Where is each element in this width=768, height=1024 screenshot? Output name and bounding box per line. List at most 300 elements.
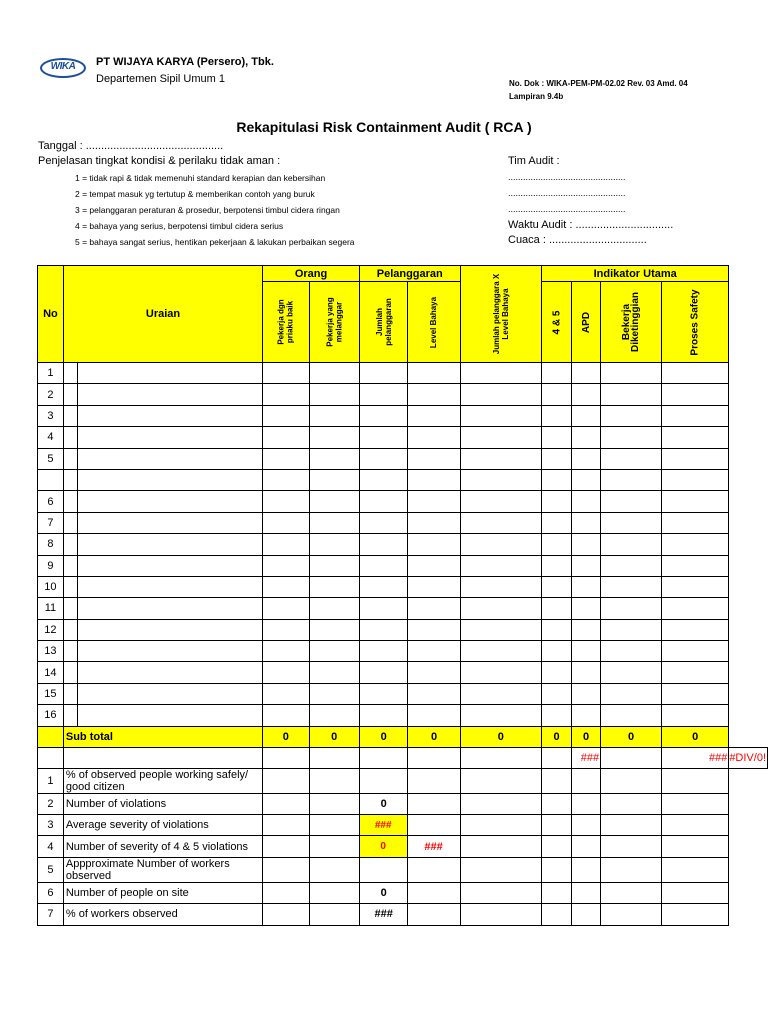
team-line-1[interactable]: ............................................... [508, 172, 626, 182]
row-number: 11 [38, 598, 64, 619]
row-value-cell[interactable] [408, 384, 460, 405]
table-row [38, 512, 768, 533]
row-check-cell[interactable] [63, 598, 77, 619]
row-value-cell[interactable] [572, 598, 601, 619]
header-jumlah-x-level-text: Jumlah pelanggara X Level Bahaya [491, 273, 510, 355]
subtotal-row [38, 726, 768, 747]
error-row-cell [63, 747, 262, 768]
row-value-cell[interactable] [542, 405, 572, 426]
table-row [38, 491, 768, 512]
row-check-cell[interactable] [63, 705, 77, 726]
row-value-cell[interactable] [359, 555, 408, 576]
summary-value: 0 [359, 793, 408, 814]
row-value-cell[interactable] [359, 534, 408, 555]
header-jumlah-x-level [460, 266, 541, 363]
row-value-cell[interactable] [408, 683, 460, 704]
row-value-cell[interactable] [263, 469, 309, 490]
row-value-cell[interactable] [572, 641, 601, 662]
row-check-cell[interactable] [63, 619, 77, 640]
row-value-cell[interactable] [309, 469, 359, 490]
summary-cell [263, 815, 309, 836]
row-description-cell[interactable] [77, 576, 263, 597]
row-value-cell[interactable] [572, 619, 601, 640]
row-value-cell[interactable] [359, 576, 408, 597]
row-value-cell[interactable] [601, 491, 662, 512]
row-value-cell[interactable] [460, 534, 541, 555]
row-value-cell[interactable] [542, 427, 572, 448]
row-value-cell[interactable] [309, 598, 359, 619]
summary-cell [263, 793, 309, 814]
row-value-cell[interactable] [359, 405, 408, 426]
row-value-cell[interactable] [662, 363, 729, 384]
row-value-cell[interactable] [359, 363, 408, 384]
team-line-3[interactable]: ............................................... [508, 204, 626, 214]
row-value-cell[interactable] [662, 662, 729, 683]
table-row [38, 662, 768, 683]
summary-cell [309, 857, 359, 882]
row-value-cell[interactable] [408, 512, 460, 533]
row-description-cell[interactable] [77, 469, 263, 490]
summary-label: Number of violations [63, 793, 262, 814]
logo-text: WIKA [50, 61, 76, 72]
row-value-cell[interactable] [309, 384, 359, 405]
summary-cell [542, 768, 572, 793]
row-value-cell[interactable] [309, 683, 359, 704]
header-jumlah-pelanggaran-text: Jumlah pelanggaran [374, 298, 393, 346]
summary-cell [542, 904, 572, 925]
summary-number: 7 [38, 904, 64, 925]
row-description-cell[interactable] [77, 641, 263, 662]
row-check-cell[interactable] [63, 448, 77, 469]
row-value-cell[interactable] [263, 705, 309, 726]
row-check-cell[interactable] [63, 405, 77, 426]
summary-cell [572, 793, 601, 814]
row-value-cell[interactable] [662, 598, 729, 619]
row-value-cell[interactable] [359, 641, 408, 662]
row-value-cell[interactable] [662, 469, 729, 490]
row-value-cell[interactable] [309, 427, 359, 448]
row-value-cell[interactable] [309, 662, 359, 683]
error-row-cell [309, 747, 359, 768]
row-description-cell[interactable] [77, 512, 263, 533]
row-check-cell[interactable] [63, 683, 77, 704]
row-value-cell[interactable] [408, 641, 460, 662]
row-value-cell[interactable] [601, 683, 662, 704]
row-check-cell[interactable] [63, 384, 77, 405]
row-value-cell[interactable] [359, 705, 408, 726]
row-value-cell[interactable] [572, 534, 601, 555]
row-value-cell[interactable] [408, 405, 460, 426]
row-value-cell[interactable] [572, 555, 601, 576]
summary-value-2 [408, 904, 460, 925]
row-value-cell[interactable] [460, 363, 541, 384]
header-apd-text: APD [580, 311, 592, 333]
summary-cell [309, 768, 359, 793]
row-number [38, 469, 64, 490]
subtotal-value: 0 [359, 726, 408, 747]
summary-cell [263, 904, 309, 925]
summary-number: 5 [38, 857, 64, 882]
row-check-cell[interactable] [63, 427, 77, 448]
summary-cell [263, 882, 309, 903]
summary-cell [601, 815, 662, 836]
row-value-cell[interactable] [408, 555, 460, 576]
header-orang: Orang [263, 266, 360, 282]
row-value-cell[interactable] [309, 576, 359, 597]
row-value-cell[interactable] [601, 705, 662, 726]
row-value-cell[interactable] [263, 576, 309, 597]
row-value-cell[interactable] [572, 363, 601, 384]
row-value-cell[interactable] [263, 512, 309, 533]
row-description-cell[interactable] [77, 491, 263, 512]
summary-value-2: ### [408, 836, 460, 857]
summary-cell [460, 836, 541, 857]
row-value-cell[interactable] [408, 363, 460, 384]
row-value-cell[interactable] [309, 705, 359, 726]
table-row [38, 405, 768, 426]
row-value-cell[interactable] [662, 683, 729, 704]
row-description-cell[interactable] [77, 619, 263, 640]
row-value-cell[interactable] [572, 705, 601, 726]
row-value-cell[interactable] [572, 448, 601, 469]
row-value-cell[interactable] [601, 641, 662, 662]
row-value-cell[interactable] [572, 405, 601, 426]
row-value-cell[interactable] [572, 576, 601, 597]
table-row [38, 619, 768, 640]
row-number: 4 [38, 427, 64, 448]
row-value-cell[interactable] [662, 405, 729, 426]
summary-row [38, 815, 768, 836]
subtotal-value: 0 [408, 726, 460, 747]
summary-cell [572, 836, 601, 857]
row-value-cell[interactable] [408, 491, 460, 512]
summary-cell [542, 857, 572, 882]
row-value-cell[interactable] [542, 641, 572, 662]
subtotal-value: 0 [572, 726, 601, 747]
row-value-cell[interactable] [460, 705, 541, 726]
row-value-cell[interactable] [359, 448, 408, 469]
weather-field[interactable]: Cuaca : ................................ [508, 234, 647, 246]
audit-time-field[interactable]: Waktu Audit : ................................ [508, 219, 674, 231]
row-value-cell[interactable] [601, 555, 662, 576]
team-line-2[interactable]: ............................................... [508, 188, 626, 198]
row-value-cell[interactable] [601, 384, 662, 405]
row-value-cell[interactable] [542, 384, 572, 405]
row-value-cell[interactable] [263, 363, 309, 384]
row-value-cell[interactable] [542, 534, 572, 555]
error-row-cell [38, 747, 64, 768]
row-value-cell[interactable] [263, 619, 309, 640]
summary-cell [662, 857, 729, 882]
row-value-cell[interactable] [359, 598, 408, 619]
row-value-cell[interactable] [460, 555, 541, 576]
summary-cell [601, 882, 662, 903]
row-value-cell[interactable] [309, 448, 359, 469]
row-description-cell[interactable] [77, 427, 263, 448]
row-value-cell[interactable] [601, 469, 662, 490]
row-value-cell[interactable] [662, 384, 729, 405]
header-uraian: Uraian [63, 266, 262, 363]
summary-value: ### [359, 815, 408, 836]
row-value-cell[interactable] [542, 705, 572, 726]
row-check-cell[interactable] [63, 641, 77, 662]
row-value-cell[interactable] [662, 641, 729, 662]
header-apd [572, 282, 601, 363]
summary-cell [309, 793, 359, 814]
row-value-cell[interactable] [359, 512, 408, 533]
row-number: 2 [38, 384, 64, 405]
row-value-cell[interactable] [542, 555, 572, 576]
summary-cell [542, 793, 572, 814]
row-value-cell[interactable] [601, 448, 662, 469]
row-value-cell[interactable] [542, 662, 572, 683]
summary-cell [460, 768, 541, 793]
row-check-cell[interactable] [63, 576, 77, 597]
summary-label: Number of severity of 4 & 5 violations [63, 836, 262, 857]
row-value-cell[interactable] [542, 363, 572, 384]
row-value-cell[interactable] [460, 384, 541, 405]
legend-item-2: 2 = tempat masuk yg tertutup & memberikan contoh yang buruk [75, 189, 315, 199]
row-description-cell[interactable] [77, 705, 263, 726]
row-value-cell[interactable] [542, 683, 572, 704]
row-check-cell[interactable] [63, 469, 77, 490]
row-value-cell[interactable] [662, 576, 729, 597]
row-value-cell[interactable] [542, 491, 572, 512]
row-value-cell[interactable] [460, 598, 541, 619]
row-value-cell[interactable] [359, 469, 408, 490]
row-value-cell[interactable] [309, 512, 359, 533]
row-value-cell[interactable] [408, 448, 460, 469]
row-value-cell[interactable] [601, 598, 662, 619]
row-value-cell[interactable] [601, 363, 662, 384]
row-description-cell[interactable] [77, 363, 263, 384]
row-value-cell[interactable] [408, 427, 460, 448]
row-value-cell[interactable] [263, 598, 309, 619]
row-check-cell[interactable] [63, 363, 77, 384]
summary-number: 3 [38, 815, 64, 836]
summary-number: 1 [38, 768, 64, 793]
header-bekerja [601, 282, 662, 363]
legend-item-4: 4 = bahaya yang serius, berpotensi timbul cidera serius [75, 221, 284, 231]
row-check-cell[interactable] [63, 534, 77, 555]
table-row [38, 555, 768, 576]
error-row-cell [263, 747, 309, 768]
row-value-cell[interactable] [662, 619, 729, 640]
row-value-cell[interactable] [572, 469, 601, 490]
row-check-cell[interactable] [63, 555, 77, 576]
header-pekerja-melanggar-text: Pekerja yang melanggar [325, 297, 344, 347]
summary-cell [542, 836, 572, 857]
summary-cell [601, 793, 662, 814]
summary-row [38, 836, 768, 857]
legend-item-5: 5 = bahaya sangat serius, hentikan pekerjaan & lakukan perbaikan segera [75, 237, 355, 247]
summary-cell [662, 836, 729, 857]
table-row [38, 469, 768, 490]
row-description-cell[interactable] [77, 405, 263, 426]
summary-cell [601, 836, 662, 857]
row-description-cell[interactable] [77, 598, 263, 619]
row-value-cell[interactable] [460, 662, 541, 683]
table-row [38, 641, 768, 662]
row-value-cell[interactable] [263, 491, 309, 512]
summary-cell [662, 815, 729, 836]
row-value-cell[interactable] [601, 576, 662, 597]
row-value-cell[interactable] [309, 641, 359, 662]
row-number: 7 [38, 512, 64, 533]
subtotal-value: 0 [662, 726, 729, 747]
summary-value-2 [408, 815, 460, 836]
row-value-cell[interactable] [263, 641, 309, 662]
row-value-cell[interactable] [460, 405, 541, 426]
row-number: 8 [38, 534, 64, 555]
row-value-cell[interactable] [408, 576, 460, 597]
row-value-cell[interactable] [263, 683, 309, 704]
row-value-cell[interactable] [542, 576, 572, 597]
row-value-cell[interactable] [309, 405, 359, 426]
table-row [38, 448, 768, 469]
row-value-cell[interactable] [408, 662, 460, 683]
row-value-cell[interactable] [542, 512, 572, 533]
table-row [38, 384, 768, 405]
row-value-cell[interactable] [359, 491, 408, 512]
row-description-cell[interactable] [77, 534, 263, 555]
header-pekerja-baik-text: Pekerja dgn priaku baik [276, 299, 295, 345]
row-value-cell[interactable] [359, 427, 408, 448]
row-value-cell[interactable] [662, 491, 729, 512]
row-value-cell[interactable] [601, 512, 662, 533]
row-value-cell[interactable] [572, 491, 601, 512]
row-value-cell[interactable] [263, 427, 309, 448]
row-value-cell[interactable] [263, 534, 309, 555]
row-value-cell[interactable] [263, 662, 309, 683]
summary-label: Appproximate Number of workers observed [63, 857, 262, 882]
row-description-cell[interactable] [77, 683, 263, 704]
row-value-cell[interactable] [460, 427, 541, 448]
row-value-cell[interactable] [460, 469, 541, 490]
row-value-cell[interactable] [572, 683, 601, 704]
header-proses [662, 282, 729, 363]
summary-cell [662, 793, 729, 814]
row-value-cell[interactable] [542, 598, 572, 619]
error-row-cell [460, 747, 541, 768]
summary-cell [460, 882, 541, 903]
row-description-cell[interactable] [77, 662, 263, 683]
row-value-cell[interactable] [572, 384, 601, 405]
row-value-cell[interactable] [460, 448, 541, 469]
row-value-cell[interactable] [309, 491, 359, 512]
row-value-cell[interactable] [542, 619, 572, 640]
error-row-cell [542, 747, 572, 768]
company-name: PT WIJAYA KARYA (Persero), Tbk. [96, 56, 274, 68]
row-value-cell[interactable] [359, 619, 408, 640]
row-value-cell[interactable] [662, 555, 729, 576]
row-value-cell[interactable] [572, 512, 601, 533]
row-value-cell[interactable] [572, 427, 601, 448]
row-value-cell[interactable] [408, 598, 460, 619]
legend-item-3: 3 = pelanggaran peraturan & prosedur, berpotensi timbul cidera ringan [75, 205, 340, 215]
row-value-cell[interactable] [460, 619, 541, 640]
error-row-cell [359, 747, 408, 768]
row-value-cell[interactable] [601, 534, 662, 555]
appendix-label: Lampiran 9.4b [509, 92, 564, 101]
row-value-cell[interactable] [309, 363, 359, 384]
row-value-cell[interactable] [408, 705, 460, 726]
row-number: 10 [38, 576, 64, 597]
row-value-cell[interactable] [309, 619, 359, 640]
summary-cell [572, 857, 601, 882]
row-value-cell[interactable] [662, 534, 729, 555]
row-value-cell[interactable] [408, 469, 460, 490]
table-row [38, 683, 768, 704]
table-row [38, 534, 768, 555]
row-value-cell[interactable] [460, 641, 541, 662]
date-field[interactable]: Tanggal : ............................................. [38, 140, 224, 152]
row-value-cell[interactable] [263, 448, 309, 469]
row-value-cell[interactable] [460, 491, 541, 512]
row-value-cell[interactable] [263, 555, 309, 576]
summary-value-2 [408, 882, 460, 903]
subtotal-value: 0 [542, 726, 572, 747]
row-value-cell[interactable] [601, 405, 662, 426]
row-description-cell[interactable] [77, 448, 263, 469]
summary-cell [572, 768, 601, 793]
row-value-cell[interactable] [662, 427, 729, 448]
row-value-cell[interactable] [359, 384, 408, 405]
summary-cell [662, 882, 729, 903]
table-row [38, 598, 768, 619]
row-value-cell[interactable] [601, 619, 662, 640]
row-value-cell[interactable] [542, 448, 572, 469]
explanation-label: Penjelasan tingkat kondisi & perilaku tidak aman : [38, 155, 281, 167]
row-value-cell[interactable] [601, 427, 662, 448]
row-check-cell[interactable] [63, 512, 77, 533]
row-value-cell[interactable] [309, 555, 359, 576]
row-number: 3 [38, 405, 64, 426]
row-description-cell[interactable] [77, 555, 263, 576]
row-value-cell[interactable] [408, 619, 460, 640]
row-value-cell[interactable] [572, 662, 601, 683]
row-value-cell[interactable] [601, 662, 662, 683]
summary-cell [309, 815, 359, 836]
row-value-cell[interactable] [408, 534, 460, 555]
summary-cell [309, 882, 359, 903]
error-value: #DIV/0! [729, 747, 768, 768]
summary-cell [662, 768, 729, 793]
row-check-cell[interactable] [63, 662, 77, 683]
row-value-cell[interactable] [662, 512, 729, 533]
row-value-cell[interactable] [263, 384, 309, 405]
row-value-cell[interactable] [359, 662, 408, 683]
header-pekerja-baik [263, 282, 309, 363]
row-description-cell[interactable] [77, 384, 263, 405]
error-row-cell [601, 747, 662, 768]
row-value-cell[interactable] [460, 683, 541, 704]
row-value-cell[interactable] [542, 469, 572, 490]
row-value-cell[interactable] [309, 534, 359, 555]
row-value-cell[interactable] [460, 576, 541, 597]
summary-cell [263, 836, 309, 857]
row-value-cell[interactable] [359, 683, 408, 704]
row-check-cell[interactable] [63, 491, 77, 512]
row-value-cell[interactable] [662, 448, 729, 469]
summary-value [359, 768, 408, 793]
summary-number: 4 [38, 836, 64, 857]
row-value-cell[interactable] [662, 705, 729, 726]
row-value-cell[interactable] [263, 405, 309, 426]
subtotal-value: 0 [309, 726, 359, 747]
summary-value: ### [359, 904, 408, 925]
row-value-cell[interactable] [460, 512, 541, 533]
